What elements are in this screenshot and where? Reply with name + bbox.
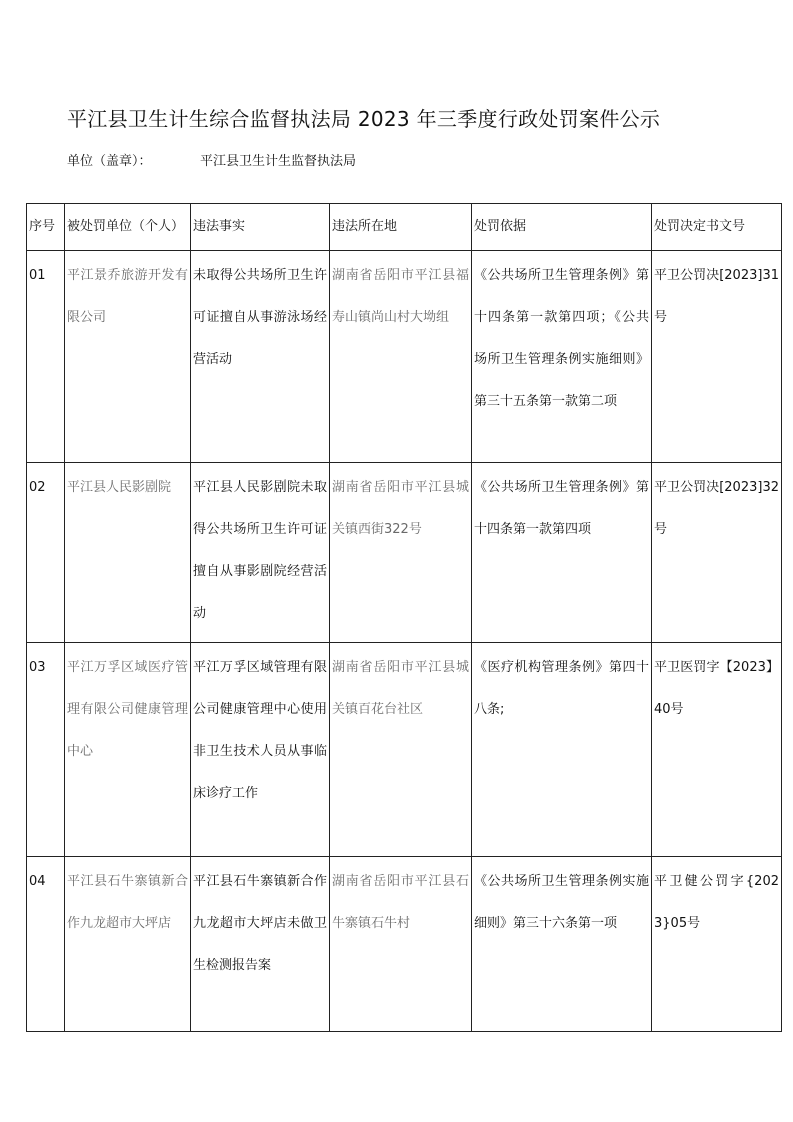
document-title: 平江县卫生计生综合监督执法局 2023 年三季度行政处罚案件公示: [67, 107, 661, 131]
unit-label: 单位（盖章）：: [67, 154, 152, 169]
cell-location: 湖南省岳阳市平江县福寿山镇尚山村大坳组: [330, 251, 472, 463]
header-fact: 违法事实: [191, 204, 330, 251]
cell-location: 湖南省岳阳市平江县石牛寨镇石牛村: [330, 857, 472, 1032]
cell-doc-no: 平卫医罚字【2023】40号: [652, 643, 782, 857]
table-row: [27, 463, 782, 643]
cell-doc-no: 平卫公罚决[2023]31号: [652, 251, 782, 463]
cell-seq: 01: [27, 251, 65, 463]
cell-seq: 02: [27, 463, 65, 643]
header-doc-no: 处罚决定书文号: [652, 204, 782, 251]
penalty-cases-table: [26, 203, 782, 1032]
table-header-row: [27, 204, 782, 251]
cell-fact: 平江县石牛寨镇新合作九龙超市大坪店未做卫生检测报告案: [191, 857, 330, 1032]
header-seq: 序号: [27, 204, 65, 251]
header-entity: 被处罚单位（个人）: [65, 204, 191, 251]
header-location: 违法所在地: [330, 204, 472, 251]
cell-basis: 《公共场所卫生管理条例》第十四条第一款第四项；《公共场所卫生管理条例实施细则》第三十五条第一款第二项: [472, 251, 652, 463]
cell-location: 湖南省岳阳市平江县城关镇百花台社区: [330, 643, 472, 857]
table-row: [27, 857, 782, 1032]
cell-seq: 03: [27, 643, 65, 857]
cell-entity: 平江县石牛寨镇新合作九龙超市大坪店: [65, 857, 191, 1032]
cell-doc-no: 平卫公罚决[2023]32号: [652, 463, 782, 643]
cell-doc-no: 平卫健公罚字{2023}05号: [652, 857, 782, 1032]
cell-location: 湖南省岳阳市平江县城关镇西街322号: [330, 463, 472, 643]
header-basis: 处罚依据: [472, 204, 652, 251]
cell-basis: 《公共场所卫生管理条例》第十四条第一款第四项: [472, 463, 652, 643]
table-row: [27, 643, 782, 857]
cell-entity: 平江万孚区域医疗管理有限公司健康管理中心: [65, 643, 191, 857]
cell-fact: 平江万孚区域管理有限公司健康管理中心使用非卫生技术人员从事临床诊疗工作: [191, 643, 330, 857]
cell-entity: 平江景乔旅游开发有限公司: [65, 251, 191, 463]
cell-fact: 未取得公共场所卫生许可证擅自从事游泳场经营活动: [191, 251, 330, 463]
cell-basis: 《公共场所卫生管理条例实施细则》第三十六条第一项: [472, 857, 652, 1032]
cell-entity: 平江县人民影剧院: [65, 463, 191, 643]
table-row: [27, 251, 782, 463]
cell-seq: 04: [27, 857, 65, 1032]
cell-fact: 平江县人民影剧院未取得公共场所卫生许可证擅自从事影剧院经营活动: [191, 463, 330, 643]
unit-value: 平江县卫生计生监督执法局: [200, 154, 357, 169]
cell-basis: 《医疗机构管理条例》第四十八条;: [472, 643, 652, 857]
issuing-unit-line: [67, 150, 356, 169]
